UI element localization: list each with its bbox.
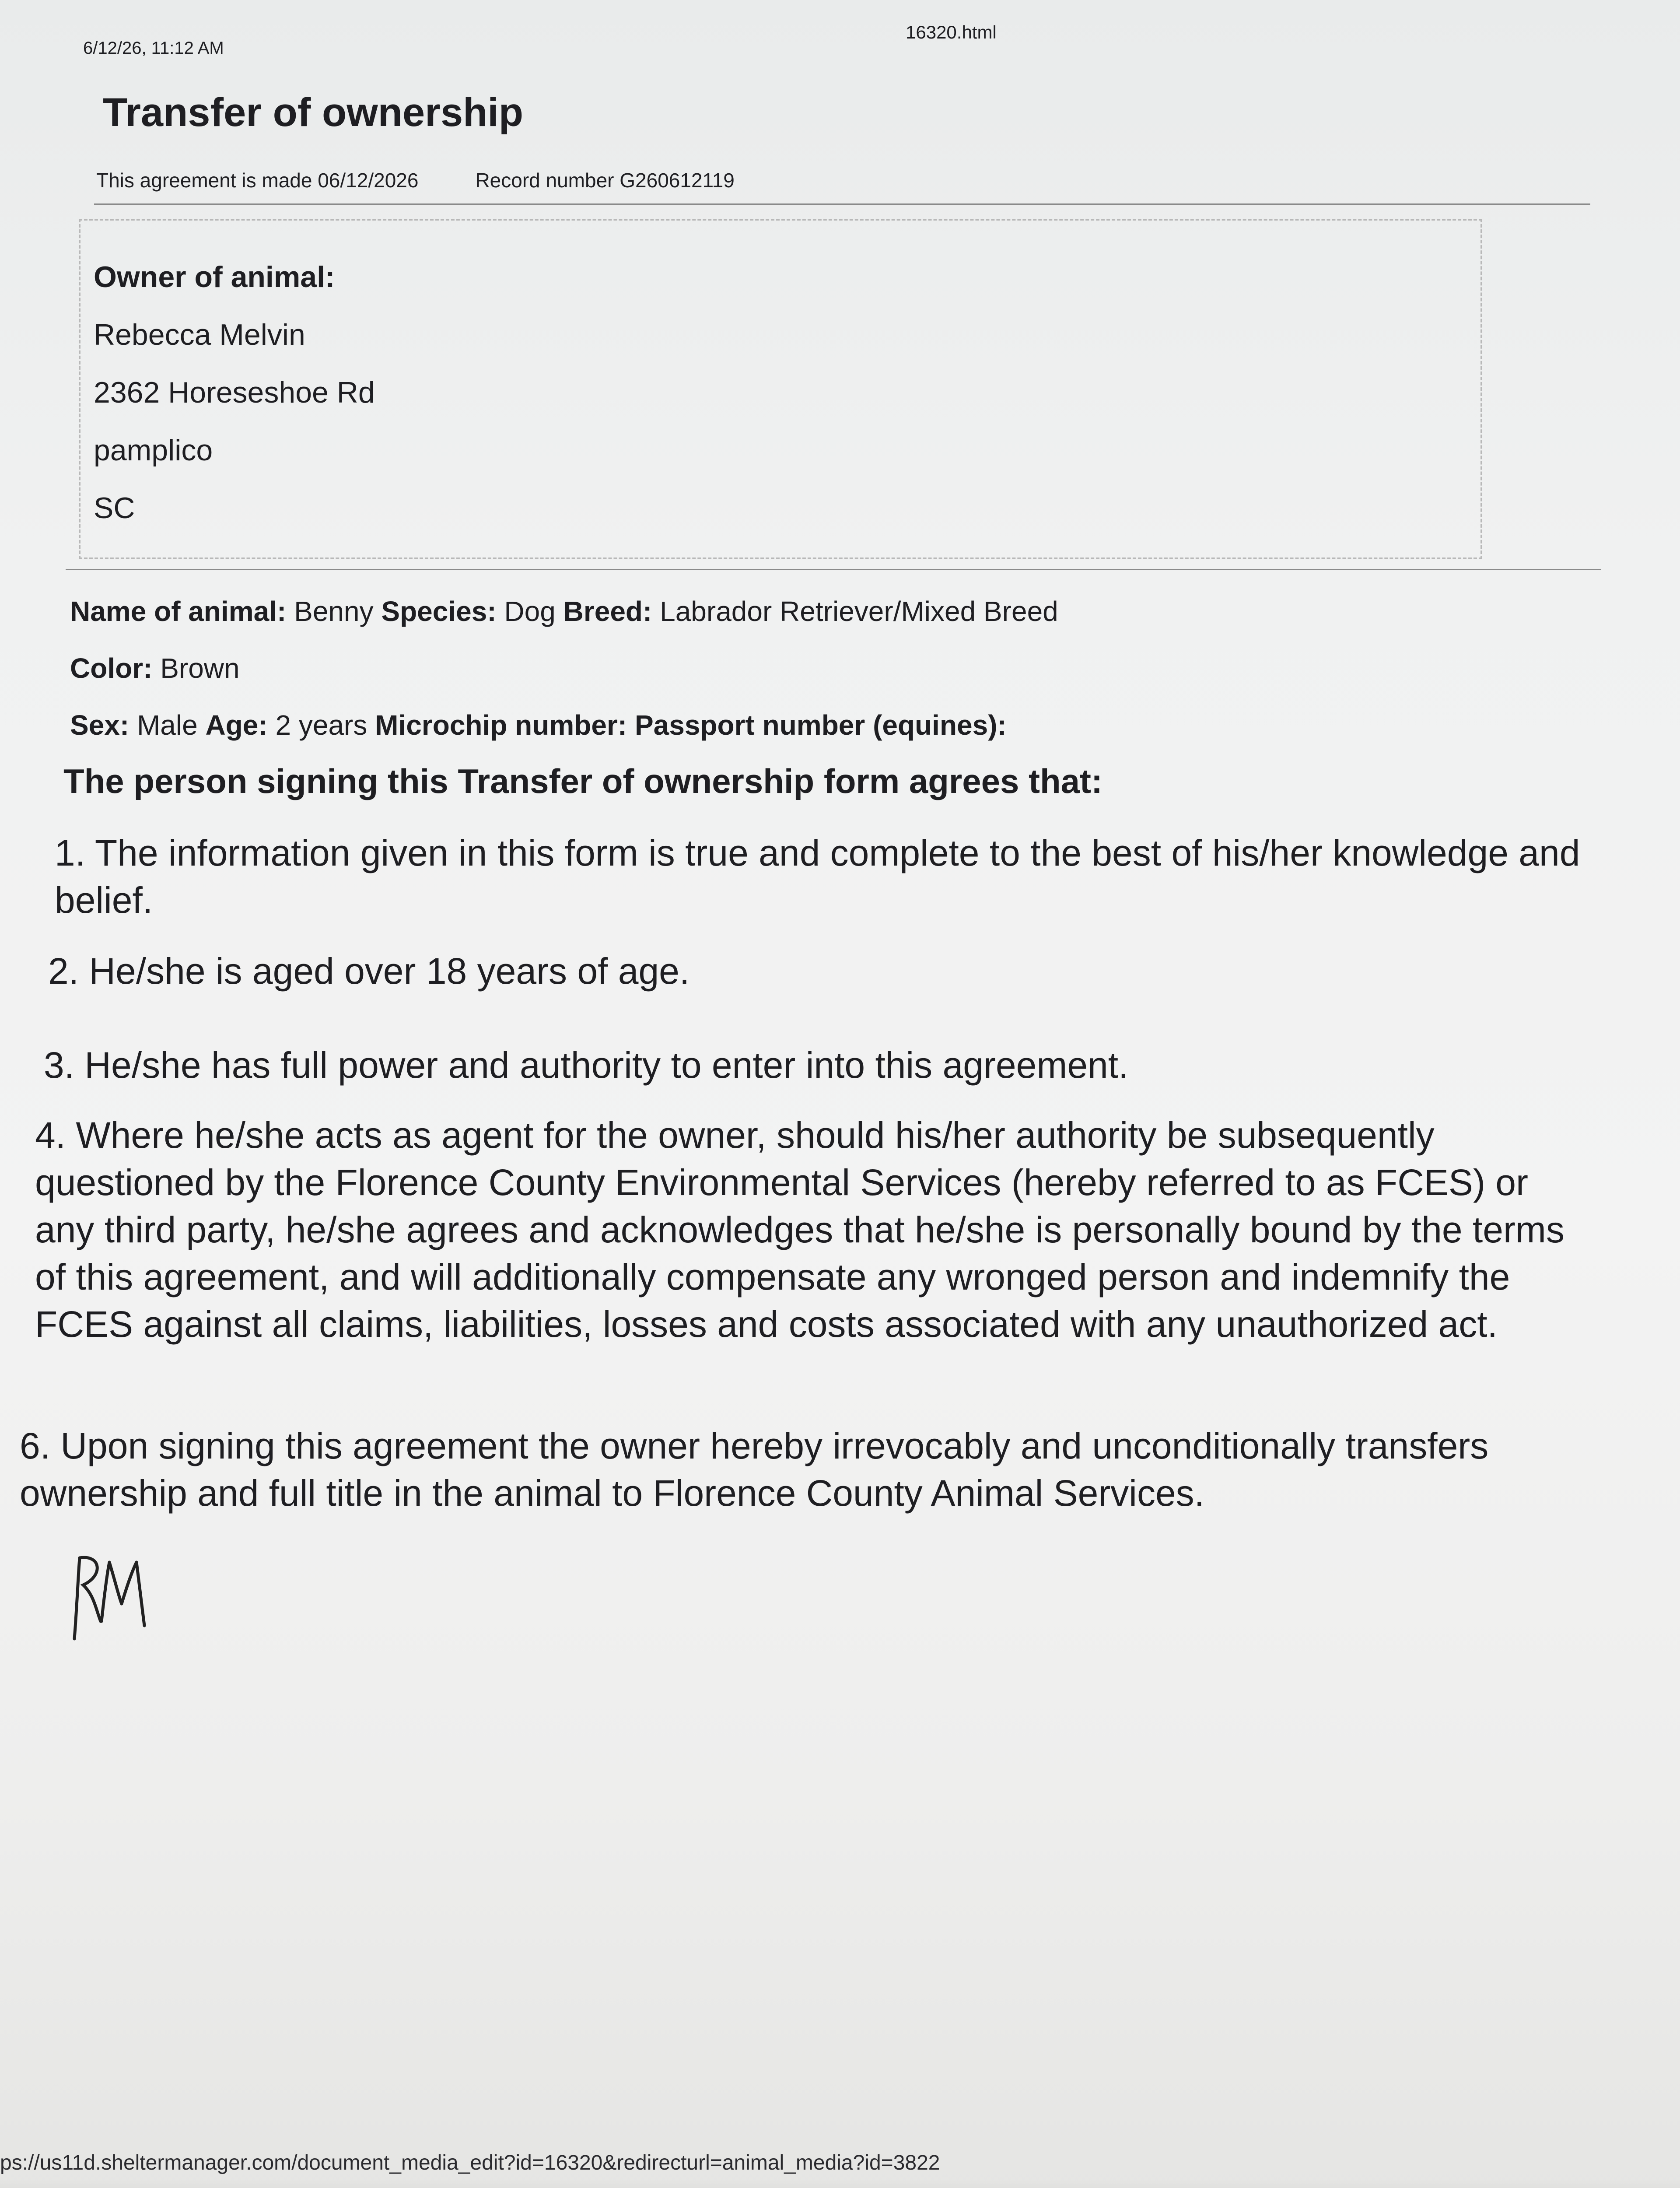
- passport-label: Passport number (equines):: [634, 709, 1007, 741]
- print-datetime: 6/12/26, 11:12 AM: [83, 39, 224, 58]
- agreement-clause: 2. He/she is aged over 18 years of age.: [48, 950, 690, 992]
- owner-city: pamplico: [94, 434, 213, 467]
- color-value: Brown: [160, 652, 240, 684]
- animal-details-line-2: [70, 652, 240, 684]
- record-number: Record number G260612119: [475, 169, 735, 192]
- sex-value: Male: [136, 709, 198, 741]
- sex-label: Sex:: [70, 709, 130, 741]
- agreement-clause: 6. Upon signing this agreement the owner hereby irrevocably and unconditionally transfers ownership and full title in the animal to Florence County Animal Services.: [20, 1425, 1489, 1514]
- age-label: Age:: [205, 709, 268, 741]
- agreement-meta: [96, 168, 735, 192]
- agreement-clause: 4. Where he/she acts as agent for the owner, should his/her authority be subsequently questioned by the Florence County Environmental Services (hereby referred to as FCES) or any third party, he/she agrees and acknowledges that he/she is personally bound by the terms of this agreement, and will additionally compensate any wronged person and indemnify the FCES against all claims, liabilities, losses and costs associated with any unauthorized act.: [35, 1115, 1564, 1345]
- agreement-heading: The person signing this Transfer of ownership form agrees that:: [63, 762, 1103, 800]
- divider: [94, 203, 1590, 205]
- owner-label: Owner of animal:: [94, 260, 335, 294]
- signature-initials: [52, 1545, 158, 1650]
- owner-address: 2362 Horeseshoe Rd: [94, 376, 375, 409]
- agreement-clause: 1. The information given in this form is true and complete to the best of his/her knowledge and belief.: [55, 832, 1580, 921]
- divider: [66, 569, 1601, 570]
- owner-section: [79, 219, 1482, 559]
- agreement-date: This agreement is made 06/12/2026: [96, 169, 419, 192]
- animal-details-line-1: [70, 595, 1058, 628]
- print-filename: 16320.html: [906, 22, 997, 42]
- color-label: Color:: [70, 652, 153, 684]
- breed-value: Labrador Retriever/Mixed Breed: [660, 596, 1058, 627]
- owner-name: Rebecca Melvin: [94, 318, 305, 351]
- species-label: Species:: [381, 596, 497, 627]
- animal-details-line-3: [70, 709, 1007, 741]
- species-value: Dog: [504, 596, 556, 627]
- microchip-label: Microchip number:: [375, 709, 627, 741]
- animal-name: Benny: [294, 596, 374, 627]
- age-value: 2 years: [275, 709, 368, 741]
- photo-shadow: [0, 2179, 1680, 2188]
- breed-label: Breed:: [563, 596, 652, 627]
- page-title: Transfer of ownership: [103, 90, 524, 135]
- print-footer-url: ps://us11d.sheltermanager.com/document_media_edit?id=16320&redirecturl=animal_media?id=3822: [0, 2151, 940, 2174]
- owner-state: SC: [94, 491, 135, 525]
- animal-name-label: Name of animal:: [70, 596, 287, 627]
- agreement-clause: 3. He/she has full power and authority to enter into this agreement.: [44, 1045, 1129, 1086]
